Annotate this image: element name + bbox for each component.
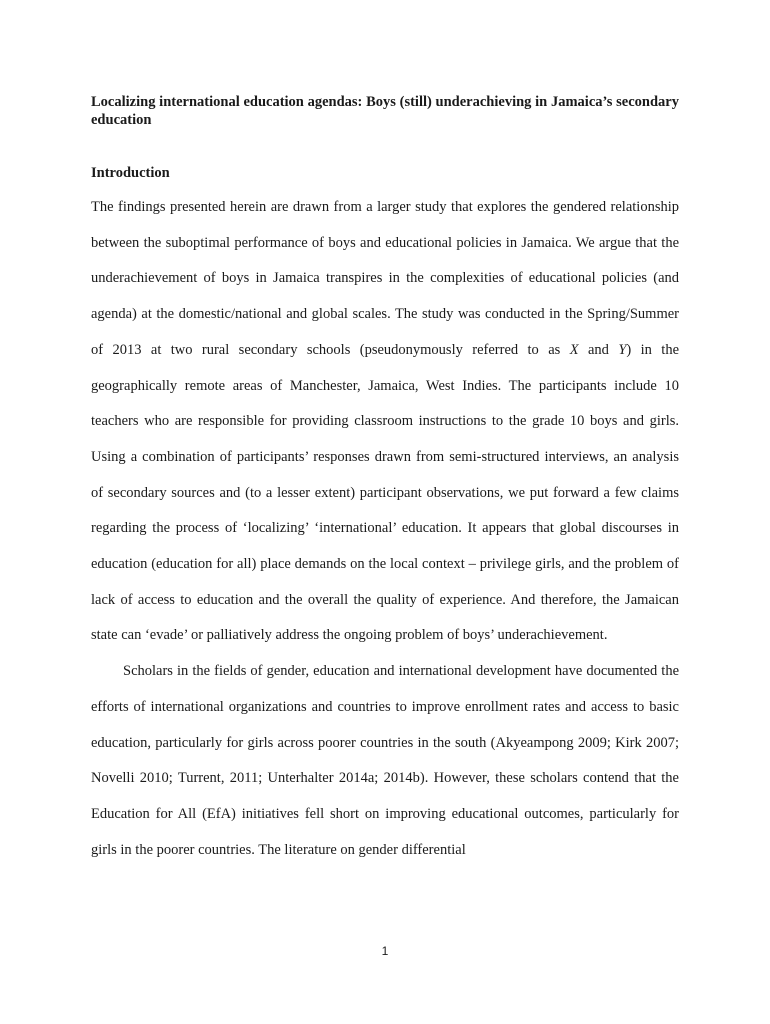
school-y-label: Y [618,341,627,358]
paragraph-1-and: and [578,341,619,358]
paragraph-1-part-a: The findings presented herein are drawn from a larger study that explores the gendered relationship between the suboptimal performance of boys and educational policies in Jamaica. We argue that the underachievement of boys in Jamaica transpires in the complexities of educational policies (and agenda) at the domestic/national and global scales. The study was conducted in the Spring/Summer of 2013 at two rural secondary schools (pseudonymously referred to as [91,199,679,358]
school-x-label: X [569,341,579,358]
paper-title: Localizing international education agendas: Boys (still) underachieving in Jamaica’s secondary education [91,94,679,128]
page-number: 1 [381,944,389,958]
paragraph-1-part-b: ) in the geographically remote areas of Manchester, Jamaica, West Indies. The participants include 10 teachers who are responsible for providing classroom instructions to the grade 10 boys and girls. Using a combination of participants’ responses drawn from semi-structured interviews, an analysis of secondary sources and (to a lesser extent) participant observations, we put forward a few claims regarding the process of ‘localizing’ ‘international’ education. It appears that global discourses in education (education for all) place demands on the local context – privilege girls, and the problem of lack of access to education and the overall the quality of experience. And therefore, the Jamaican state can ‘evade’ or palliatively address the ongoing problem of boys’ underachievement. [91,341,680,644]
paragraph-2: Scholars in the fields of gender, education and international development have documented the efforts of international organizations and countries to improve enrollment rates and access to basic education, particularly for girls across poorer countries in the south (Akyeampong 2009; Kirk 2007; Novelli 2010; Turrent, 2011; Unterhalter 2014a; 2014b). However, these scholars contend that the Education for All (EfA) initiatives fell short on improving educational outcomes, particularly for girls in the poorer countries. The literature on gender differential [91,663,679,858]
paragraph-1 [91,190,679,654]
section-heading-introduction: Introduction [91,165,170,181]
page-content [91,93,679,868]
